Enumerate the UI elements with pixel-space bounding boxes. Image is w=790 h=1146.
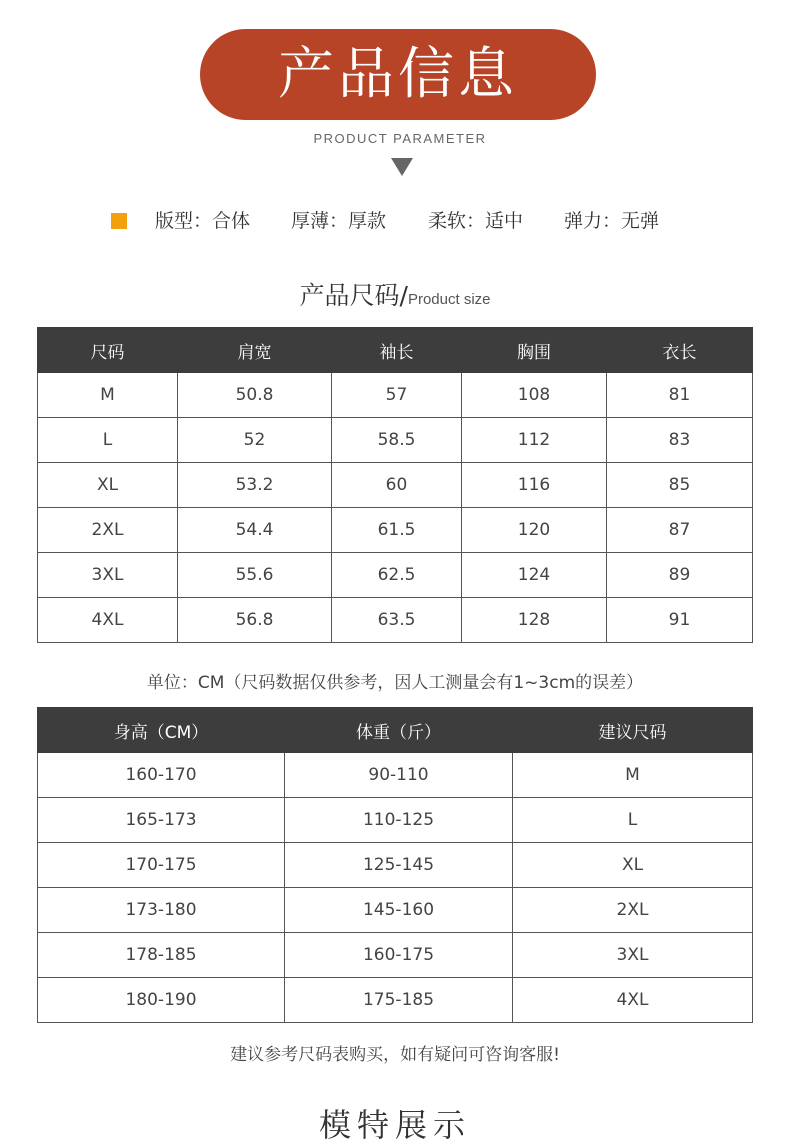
orange-square-icon	[111, 213, 127, 229]
table-row	[38, 418, 753, 463]
table-cell: 160-175	[285, 933, 513, 978]
table-cell: 91	[607, 598, 753, 643]
table-cell: 180-190	[38, 978, 285, 1023]
table-cell: 62.5	[332, 553, 462, 598]
table-cell: 50.8	[178, 373, 332, 418]
table-row	[38, 753, 753, 798]
table-cell: 81	[607, 373, 753, 418]
table-cell: 87	[607, 508, 753, 553]
unit-note: 单位：CM（尺码数据仅供参考，因人工测量会有1~3cm的误差）	[146, 673, 644, 693]
table-row	[38, 373, 753, 418]
table-cell: 90-110	[285, 753, 513, 798]
purchase-note: 建议参考尺码表购买，如有疑问可咨询客服!	[230, 1045, 560, 1065]
table-row	[38, 553, 753, 598]
header-height: 身高（CM）	[38, 708, 285, 753]
section-banner	[200, 29, 596, 120]
table-cell: 112	[462, 418, 607, 463]
table-cell: 3XL	[513, 933, 753, 978]
banner-subtitle: PRODUCT PARAMETER	[313, 131, 487, 146]
table-row	[38, 463, 753, 508]
table-cell: 61.5	[332, 508, 462, 553]
size-title-separator: /	[399, 281, 408, 310]
table-cell: 3XL	[38, 553, 178, 598]
table-cell: 125-145	[285, 843, 513, 888]
header-chest: 胸围	[462, 328, 607, 373]
table-cell: 52	[178, 418, 332, 463]
size-title-cn: 产品尺码	[299, 281, 400, 310]
table-cell: 170-175	[38, 843, 285, 888]
table-cell: M	[513, 753, 753, 798]
table-cell: XL	[513, 843, 753, 888]
table-cell: 175-185	[285, 978, 513, 1023]
table-cell: 4XL	[38, 598, 178, 643]
size-section-title	[0, 276, 790, 312]
table-cell: L	[513, 798, 753, 843]
table-cell: 145-160	[285, 888, 513, 933]
down-arrow-icon	[391, 158, 413, 176]
table-cell: 160-170	[38, 753, 285, 798]
rec-table-header	[38, 708, 753, 753]
table-cell: 53.2	[178, 463, 332, 508]
table-cell: XL	[38, 463, 178, 508]
table-row	[38, 843, 753, 888]
table-cell: 116	[462, 463, 607, 508]
table-cell: 56.8	[178, 598, 332, 643]
banner-title: 产品信息	[278, 41, 518, 107]
next-section-title: 模特展示	[318, 1106, 471, 1144]
header-length: 衣长	[607, 328, 753, 373]
table-cell: 178-185	[38, 933, 285, 978]
table-cell: 60	[332, 463, 462, 508]
table-cell: 58.5	[332, 418, 462, 463]
table-cell: 108	[462, 373, 607, 418]
table-cell: 2XL	[38, 508, 178, 553]
table-row	[38, 798, 753, 843]
table-row	[38, 508, 753, 553]
size-table	[37, 327, 753, 643]
table-row	[38, 978, 753, 1023]
table-cell: 4XL	[513, 978, 753, 1023]
table-row	[38, 598, 753, 643]
table-cell: 63.5	[332, 598, 462, 643]
table-cell: 110-125	[285, 798, 513, 843]
header-weight: 体重（斤）	[285, 708, 513, 753]
header-sleeve: 袖长	[332, 328, 462, 373]
table-cell: 83	[607, 418, 753, 463]
table-cell: 165-173	[38, 798, 285, 843]
spec-elasticity: 弹力：无弹	[564, 210, 660, 232]
table-cell: L	[38, 418, 178, 463]
table-cell: 2XL	[513, 888, 753, 933]
table-row	[38, 888, 753, 933]
table-cell: 128	[462, 598, 607, 643]
spec-thickness: 厚薄：厚款	[291, 210, 387, 232]
header-recommended-size: 建议尺码	[513, 708, 753, 753]
spec-fit: 版型：合体	[155, 210, 251, 232]
table-cell: 173-180	[38, 888, 285, 933]
table-cell: 57	[332, 373, 462, 418]
recommendation-table	[37, 707, 753, 1023]
product-specs	[0, 206, 790, 234]
table-cell: 120	[462, 508, 607, 553]
header-shoulder: 肩宽	[178, 328, 332, 373]
table-cell: 54.4	[178, 508, 332, 553]
table-row	[38, 933, 753, 978]
table-cell: 85	[607, 463, 753, 508]
table-cell: M	[38, 373, 178, 418]
spec-softness: 柔软：适中	[428, 210, 524, 232]
table-cell: 89	[607, 553, 753, 598]
table-cell: 124	[462, 553, 607, 598]
size-table-header	[38, 328, 753, 373]
header-size: 尺码	[38, 328, 178, 373]
table-cell: 55.6	[178, 553, 332, 598]
size-title-en: Product size	[407, 291, 491, 308]
